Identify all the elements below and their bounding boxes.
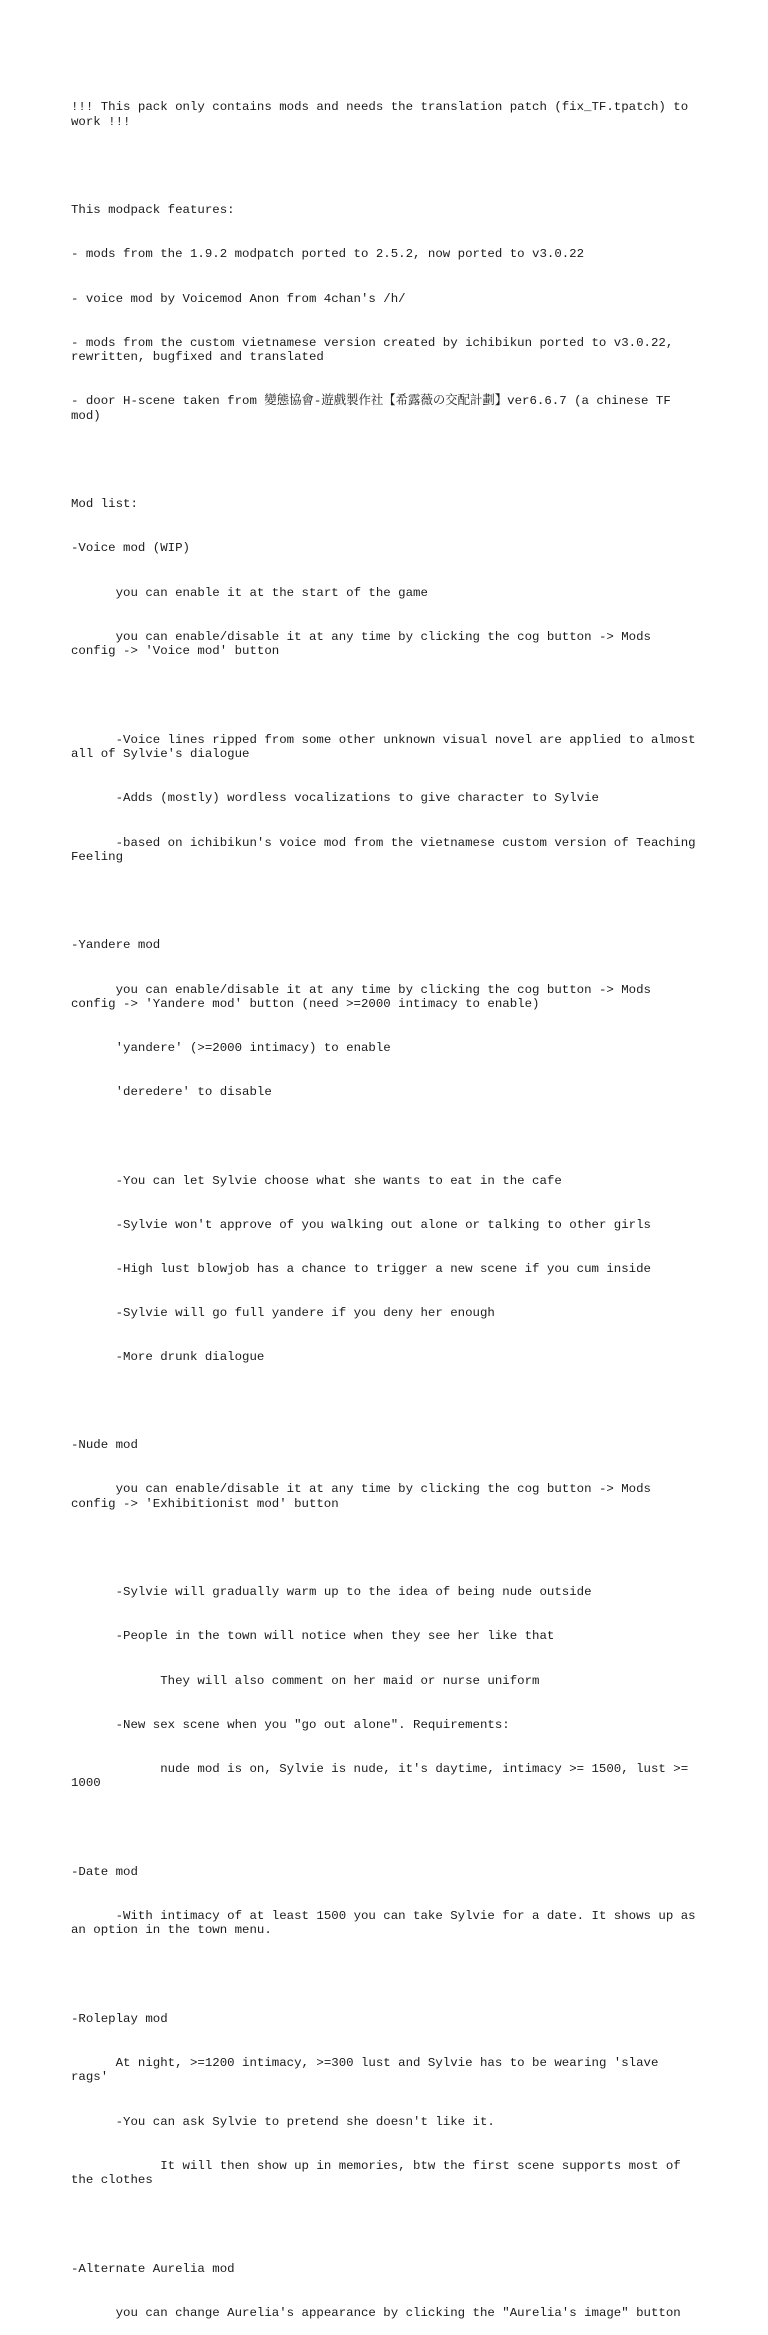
doc-line-nude-mod-2: -Sylvie will gradually warm up to the idea of being nude outside bbox=[71, 1585, 592, 1600]
blank-line bbox=[71, 1541, 701, 1556]
doc-line-nude-mod-4: They will also comment on her maid or nurse uniform bbox=[71, 1673, 540, 1688]
doc-line-date-mod-1: -With intimacy of at least 1500 you can take Sylvie for a date. It shows up as an option in the town menu. bbox=[71, 1908, 704, 1938]
doc-line-roleplay-mod-title: -Roleplay mod bbox=[71, 2011, 168, 2026]
doc-line-nude-mod-5: -New sex scene when you "go out alone". Requirements: bbox=[71, 1717, 510, 1732]
doc-line-voice-mod-4: -Adds (mostly) wordless vocalizations to give character to Sylvie bbox=[71, 791, 599, 806]
doc-line-feature-2: - voice mod by Voicemod Anon from 4chan's /h/ bbox=[71, 291, 406, 306]
doc-line-aurelia-mod-title: -Alternate Aurelia mod bbox=[71, 2261, 235, 2276]
doc-line-yandere-mod-title: -Yandere mod bbox=[71, 938, 161, 953]
doc-line-voice-mod-2: you can enable/disable it at any time by clicking the cog button -> Mods config -> 'Voice mod' button bbox=[71, 629, 659, 659]
doc-line-voice-mod-1: you can enable it at the start of the game bbox=[71, 585, 428, 600]
blank-line bbox=[71, 1130, 701, 1145]
blank-line bbox=[71, 1968, 701, 1983]
doc-line-voice-mod-title: -Voice mod (WIP) bbox=[71, 541, 190, 556]
doc-line-yandere-mod-6: -High lust blowjob has a chance to trigger a new scene if you cum inside bbox=[71, 1261, 651, 1276]
doc-line-warning: !!! This pack only contains mods and needs the translation patch (fix_TF.tpatch) to work !!! bbox=[71, 100, 696, 130]
doc-line-yandere-mod-4: -You can let Sylvie choose what she wants to eat in the cafe bbox=[71, 1173, 562, 1188]
doc-line-feature-3: - mods from the custom vietnamese version created by ichibikun ported to v3.0.22, rewritten, bugfixed and translated bbox=[71, 335, 681, 365]
doc-line-roleplay-mod-3: It will then show up in memories, btw the first scene supports most of the clothes bbox=[71, 2158, 689, 2188]
doc-line-voice-mod-5: -based on ichibikun's voice mod from the vietnamese custom version of Teaching Feeling bbox=[71, 835, 704, 865]
doc-line-nude-mod-3: -People in the town will notice when they see her like that bbox=[71, 1629, 555, 1644]
doc-line-nude-mod-6: nude mod is on, Sylvie is nude, it's daytime, intimacy >= 1500, lust >= 1000 bbox=[71, 1761, 696, 1791]
blank-line bbox=[71, 894, 701, 909]
doc-line-yandere-mod-3: 'deredere' to disable bbox=[71, 1085, 272, 1100]
blank-line bbox=[71, 453, 701, 468]
doc-line-nude-mod-title: -Nude mod bbox=[71, 1438, 138, 1453]
document-body bbox=[71, 71, 704, 2335]
doc-line-yandere-mod-1: you can enable/disable it at any time by clicking the cog button -> Mods config -> 'Yandere mod' button (need >=2000 intimacy to enable) bbox=[71, 982, 659, 1012]
doc-line-aurelia-mod-1: you can change Aurelia's appearance by clicking the "Aurelia's image" button bbox=[71, 2305, 681, 2320]
doc-line-modlist-heading: Mod list: bbox=[71, 497, 138, 512]
doc-line-yandere-mod-8: -More drunk dialogue bbox=[71, 1350, 265, 1365]
doc-line-yandere-mod-5: -Sylvie won't approve of you walking out alone or talking to other girls bbox=[71, 1217, 651, 1232]
doc-line-yandere-mod-7: -Sylvie will go full yandere if you deny her enough bbox=[71, 1305, 495, 1320]
blank-line bbox=[71, 1394, 701, 1409]
doc-line-feature-4: - door H-scene taken from 變態協會-遊戲製作社【希露薇の交配計劃】ver6.6.7 (a chinese TF mod) bbox=[71, 394, 679, 424]
blank-line bbox=[71, 1821, 701, 1836]
doc-line-voice-mod-3: -Voice lines ripped from some other unknown visual novel are applied to almost all of Sylvie's dialogue bbox=[71, 732, 704, 762]
doc-line-nude-mod-1: you can enable/disable it at any time by clicking the cog button -> Mods config -> 'Exhibitionist mod' button bbox=[71, 1482, 659, 1512]
blank-line bbox=[71, 689, 701, 704]
doc-line-roleplay-mod-1: At night, >=1200 intimacy, >=300 lust and Sylvie has to be wearing 'slave rags' bbox=[71, 2055, 666, 2085]
doc-line-feature-1: - mods from the 1.9.2 modpatch ported to 2.5.2, now ported to v3.0.22 bbox=[71, 247, 585, 262]
doc-line-features-heading: This modpack features: bbox=[71, 203, 235, 218]
doc-line-date-mod-title: -Date mod bbox=[71, 1864, 138, 1879]
doc-line-roleplay-mod-2: -You can ask Sylvie to pretend she doesn't like it. bbox=[71, 2114, 495, 2129]
blank-line bbox=[71, 159, 701, 174]
doc-line-yandere-mod-2: 'yandere' (>=2000 intimacy) to enable bbox=[71, 1041, 391, 1056]
blank-line bbox=[71, 2218, 701, 2233]
